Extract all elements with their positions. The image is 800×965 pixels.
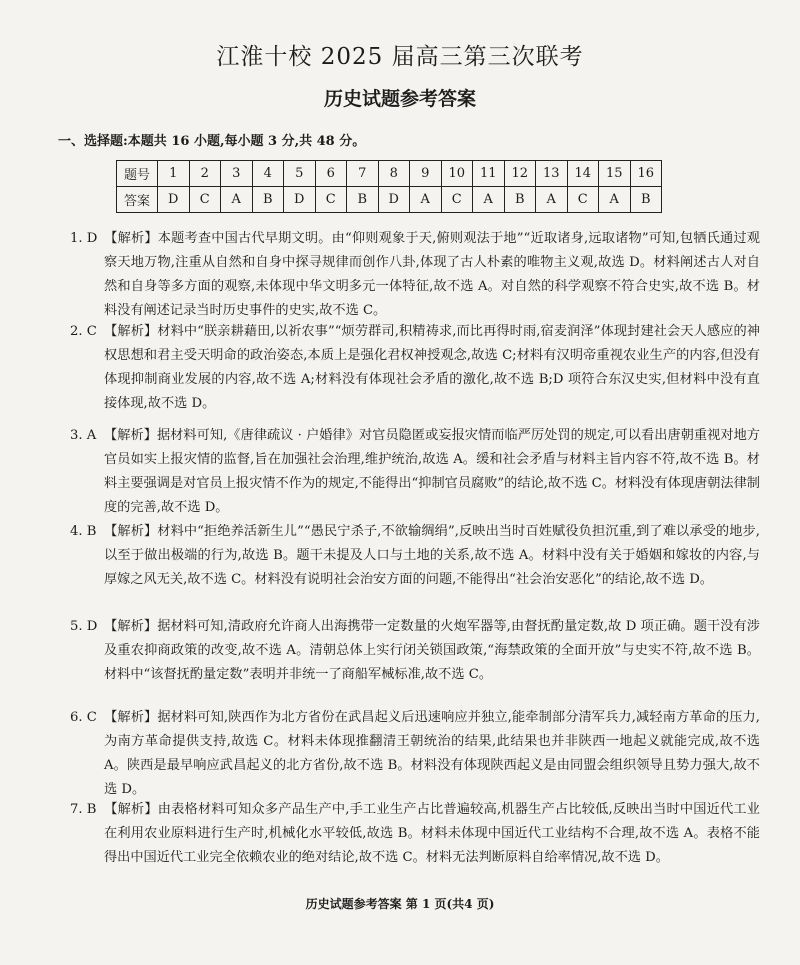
row-label-number: 题号	[117, 161, 158, 187]
explanation-text: 【解析】据材料可知,《唐律疏议 · 户婚律》对官员隐匿或妄报灾情而临严厉处罚的规定,可以看出唐朝重视对地方官员如实上报灾情的监督,旨在加强社会治理,维护统治,故选 A。缓和社会矛盾与材料主旨内容不符,故不选 B。材料主要强调是对官员上报灾情不作为的规定,不能得出“抑制官员腐败”的结论,故不选 C。材料没有体现唐朝法律制度的完善,故不选 D。	[104, 428, 760, 515]
answer-table-answer-row	[117, 187, 662, 213]
answer-cell: C	[189, 187, 221, 213]
answer-table-number-row	[117, 161, 662, 187]
answer-cell: C	[315, 187, 347, 213]
question-explanation-1	[70, 227, 760, 323]
explanation-text: 【解析】材料中“朕亲耕藉田,以祈农事”“烦劳群司,积精祷求,而比再得时雨,宿麦润泽”体现封建社会天人感应的神权思想和君主受天明命的政治姿态,本质上是强化君权神授观念,故选 C;材料有汉明帝重视农业生产的内容,但没有体现抑制商业发展的内容,故不选 A;材料没有体现社会矛盾的激化,故不选 B;D 项符合东汉史实,但材料中没有直接体现,故不选 D。	[104, 324, 760, 411]
page-footer: 历史试题参考答案 第 1 页(共4 页)	[305, 897, 495, 911]
answer-cell: A	[536, 187, 568, 213]
question-number-cell: 5	[284, 161, 316, 187]
question-explanation-6	[70, 706, 760, 802]
answer-cell: B	[252, 187, 284, 213]
question-number-cell: 13	[536, 161, 568, 187]
question-number: 1. D	[70, 231, 98, 246]
answer-cell: A	[410, 187, 442, 213]
question-number-cell: 10	[441, 161, 473, 187]
answer-cell: C	[567, 187, 599, 213]
answer-cell: A	[221, 187, 253, 213]
document-title: 江淮十校 2025 届高三第三次联考	[216, 44, 584, 70]
section-heading: 一、选择题:本题共 16 小题,每小题 3 分,共 48 分。	[58, 134, 366, 149]
explanation-text: 【解析】本题考查中国古代早期文明。由“仰则观象于天,俯则观法于地”“近取诸身,远取诸物”可知,包牺氏通过观察天地万物,注重从自然和自身中探寻规律而创作八卦,体现了古人朴素的唯物主义观,故选 D。材料阐述古人对自然和自身等多方面的观察,未体现中华文明多元一体特征,故不选 A。对自然的科学观察不符合史实,故不选 B。材料没有阐述记录当时历史事件的史实,故不选 C。	[104, 231, 760, 318]
question-number-cell: 9	[410, 161, 442, 187]
question-number-cell: 1	[158, 161, 190, 187]
answer-cell: D	[284, 187, 316, 213]
question-number: 6. C	[70, 710, 97, 725]
question-number-cell: 2	[189, 161, 221, 187]
question-number-cell: 14	[567, 161, 599, 187]
question-number: 4. B	[70, 524, 97, 539]
explanation-text: 【解析】由表格材料可知众多产品生产中,手工业生产占比普遍较高,机器生产占比较低,反映出当时中国近代工业在利用农业原料进行生产时,机械化水平较低,故选 B。材料未体现中国近代工业结构不合理,故不选 A。表格不能得出中国近代工业完全依赖农业的绝对结论,故不选 C。材料无法判断原料自给率情况,故不选 D。	[104, 802, 760, 865]
answer-table	[116, 160, 662, 213]
explanation-text: 【解析】据材料可知,陕西作为北方省份在武昌起义后迅速响应并独立,能牵制部分清军兵力,减轻南方革命的压力,为南方革命提供支持,故选 C。材料未体现推翻清王朝统治的结果,此结果也并非陕西一地起义就能完成,故不选 A。陕西是最早响应武昌起义的北方省份,故不选 B。材料没有体现陕西起义是由同盟会组织领导且势力强大,故不选 D。	[104, 710, 760, 797]
question-number-cell: 16	[630, 161, 662, 187]
answer-cell: C	[441, 187, 473, 213]
question-explanation-2	[70, 320, 760, 416]
question-explanation-3	[70, 424, 760, 520]
question-number-cell: 3	[221, 161, 253, 187]
question-number-cell: 15	[599, 161, 631, 187]
answer-cell: D	[378, 187, 410, 213]
answer-cell: D	[158, 187, 190, 213]
question-number-cell: 7	[347, 161, 379, 187]
question-explanation-4	[70, 520, 760, 592]
question-number-cell: 8	[378, 161, 410, 187]
answer-cell: A	[473, 187, 505, 213]
question-number-cell: 12	[504, 161, 536, 187]
question-explanation-7	[70, 798, 760, 870]
answer-cell: B	[630, 187, 662, 213]
answer-cell: A	[599, 187, 631, 213]
question-number: 7. B	[70, 802, 97, 817]
question-number: 2. C	[70, 324, 97, 339]
document-subtitle: 历史试题参考答案	[323, 88, 476, 110]
explanation-text: 【解析】据材料可知,清政府允许商人出海携带一定数量的火炮军器等,由督抚酌量定数,故 D 项正确。题干没有涉及重农抑商政策的改变,故不选 A。清朝总体上实行闭关锁国政策,“海禁政策的全面开放”与史实不符,故不选 B。材料中“该督抚酌量定数”表明并非统一了商船军械标准,故不选 C。	[104, 619, 760, 682]
answer-cell: B	[347, 187, 379, 213]
row-label-answer: 答案	[117, 187, 158, 213]
explanation-text: 【解析】材料中“拒绝养活新生儿”“愚民宁杀子,不欲输绸绢”,反映出当时百姓赋役负担沉重,到了难以承受的地步,以至于做出极端的行为,故选 B。题干未提及人口与土地的关系,故不选 A。材料中没有关于婚姻和嫁妆的内容,与厚嫁之风无关,故不选 C。材料没有说明社会治安方面的问题,不能得出“社会治安恶化”的结论,故不选 D。	[104, 524, 760, 587]
question-number-cell: 11	[473, 161, 505, 187]
question-explanation-5	[70, 615, 760, 687]
question-number: 5. D	[70, 619, 98, 634]
answer-cell: B	[504, 187, 536, 213]
question-number: 3. A	[70, 428, 97, 443]
question-number-cell: 6	[315, 161, 347, 187]
question-number-cell: 4	[252, 161, 284, 187]
